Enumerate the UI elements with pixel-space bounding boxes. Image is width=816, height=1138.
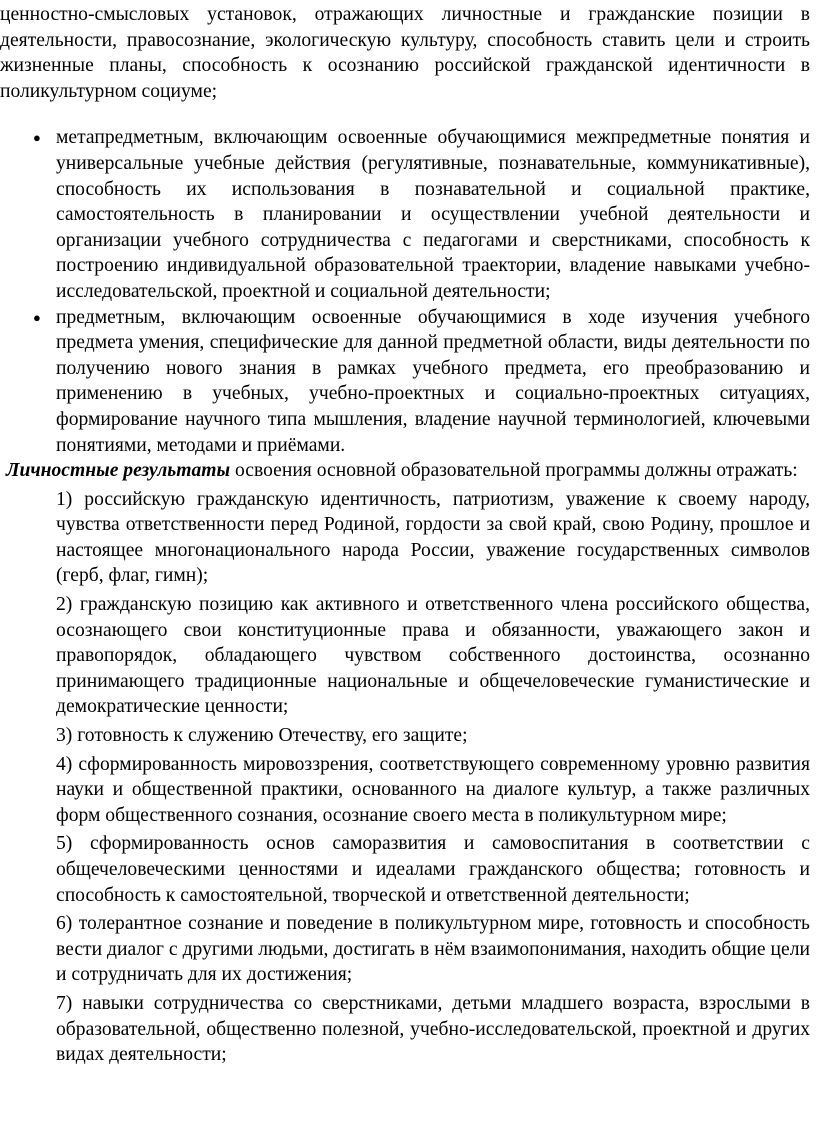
list-item-number: 3) — [56, 725, 73, 747]
list-item-text: сформированность мировоззрения, соответствующего современному уровню развития науки и общественной практики, основанного на диалоге культур, а также различных форм общественного сознания, осознание своего места в поликультурном мире; — [56, 753, 810, 826]
list-item-number: 6) — [56, 913, 73, 935]
list-item — [0, 911, 810, 988]
numbered-list — [0, 487, 810, 1068]
list-item-number: 4) — [56, 753, 73, 775]
list-item — [0, 752, 810, 829]
intro-paragraph: ценностно-смысловых установок, отражающих личностные и гражданские позиции в деятельности, правосознание, экологическую культуру, способность ставить цели и строить жизненные планы, способность к осознанию российской гражданской идентичности в поликультурном социуме; — [0, 4, 810, 102]
list-item-text: навыки сотрудничества со сверстниками, детьми младшего возраста, взрослыми в образовательной, общественно полезной, учебно-исследовательской, проектной и других видах деятельности; — [56, 992, 810, 1066]
list-item-text: толерантное сознание и поведение в поликультурном мире, готовность и способность вести диалог с другими людьми, достигать в нём взаимопонимания, находить общие цели и сотрудничать для их достижения; — [56, 913, 810, 986]
list-item-text: гражданскую позицию как активного и ответственного члена российского общества, осознающего свои конституционные права и обязанности, уважающего закон и правопорядок, обладающего чувством собственного достоинства, осознанно принимающего традиционные национальные и общечеловеческие гуманистические и демократические ценности; — [56, 594, 810, 718]
list-item-text: сформированность основ саморазвития и самовоспитания в соответствии с общечеловеческими ценностями и идеалами гражданского общества; готовность и способность к самостоятельной, творческой и ответственной деятельности; — [56, 833, 810, 906]
bullet-list — [0, 125, 810, 458]
bullet-icon: ● — [33, 309, 41, 325]
bullet-text: предметным, включающим освоенные обучающимися в ходе изучения учебного предмета умения, специфические для данной предметной области, виды деятельности по получению нового знания в рамках учебного предмета, его преобразованию и применению в учебных, учебно-проектных и социально-проектных ситуациях, формирование научного типа мышления, владение научной терминологией, ключевыми понятиями, методами и приёмами. — [56, 306, 810, 456]
list-item-number: 1) — [56, 488, 73, 510]
list-item-text: российскую гражданскую идентичность, патриотизм, уважение к своему народу, чувства ответственности перед Родиной, гордости за свой край, свою Родину, прошлое и настоящее многонационального народа России, уважение государственных символов (герб, флаг, гимн); — [56, 488, 810, 587]
list-item — [0, 991, 810, 1068]
list-item-number: 7) — [56, 992, 73, 1014]
list-item-text: готовность к служению Отечеству, его защите; — [77, 725, 468, 747]
section-heading-paragraph — [0, 458, 810, 484]
section-heading-emphasis: Личностные результаты — [6, 460, 231, 482]
bullet-item-metasubject — [0, 125, 810, 304]
list-item — [0, 831, 810, 908]
list-item-number: 2) — [56, 594, 73, 616]
bullet-text: метапредметным, включающим освоенные обучающимися межпредметные понятия и универсальные учебные действия (регулятивные, познавательные, коммуникативные), способность их использования в познавательной и социальной практике, самостоятельность в планировании и осуществлении учебной деятельности и организации учебного сотрудничества с педагогами и сверстниками, способность к построению индивидуальной образовательной траектории, владение навыками учебно-исследовательской, проектной и социальной деятельности; — [56, 127, 810, 302]
bullet-icon: ● — [33, 130, 41, 146]
list-item — [0, 723, 810, 749]
list-item-number: 5) — [56, 833, 73, 855]
list-item — [0, 487, 810, 589]
list-item — [0, 592, 810, 720]
section-heading-text: освоения основной образовательной программы должны отражать: — [230, 460, 798, 482]
bullet-item-subject — [0, 305, 810, 459]
